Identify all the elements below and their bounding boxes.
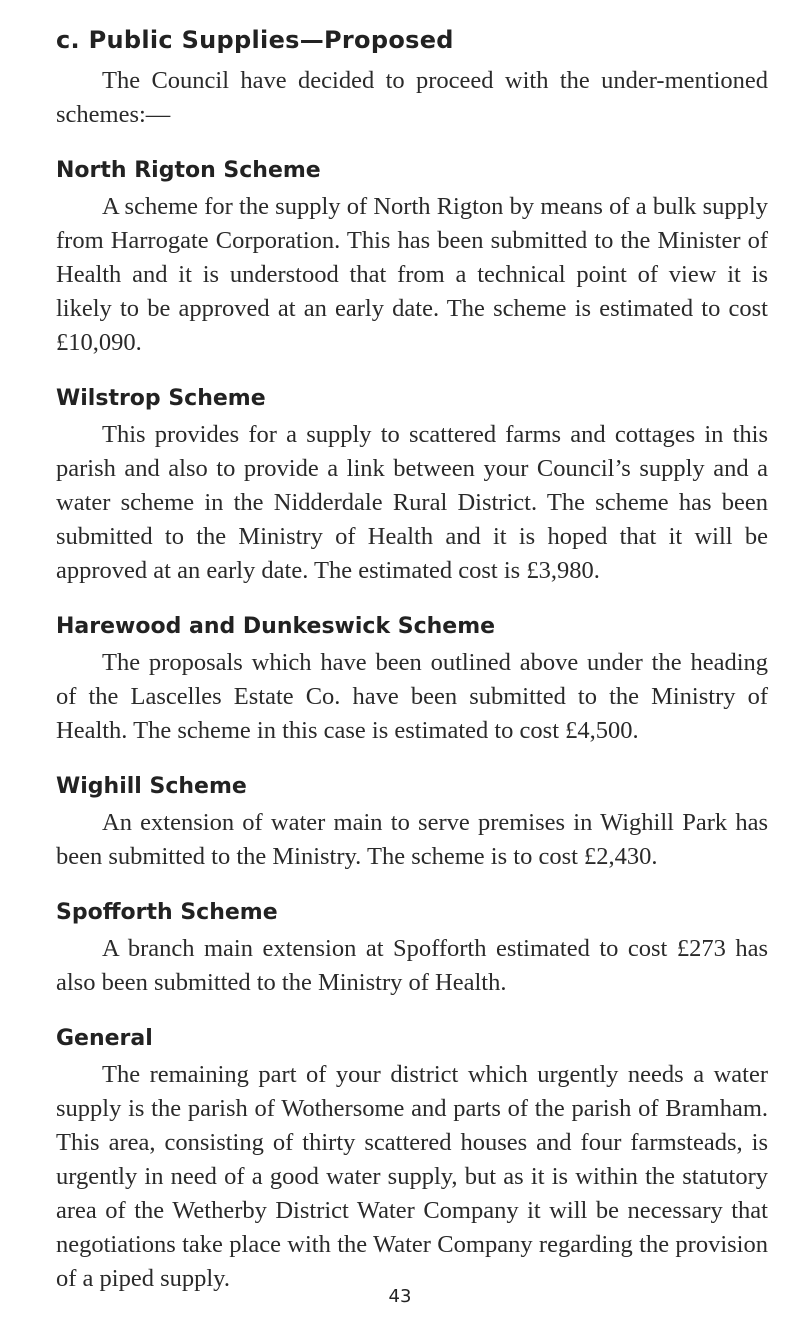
section-wilstrop bbox=[56, 382, 768, 588]
section-text: An extension of water main to serve premises in Wighill Park has been submitted to the Ministry. The scheme is to cost £2,430. bbox=[56, 809, 768, 870]
section-text: The remaining part of your district which urgently needs a water supply is the parish of Wothersome and parts of the parish of Bramham. This area, consisting of thirty scattered houses and four farmsteads, is urgently in need of a good water supply, but as it is within the statutory area of the Wetherby District Water Company it will be necessary that negotiations take place with the Water Company regarding the provision of a piped supply. bbox=[56, 1061, 768, 1292]
section-general bbox=[56, 1022, 768, 1296]
section-title: Wilstrop Scheme bbox=[56, 386, 266, 411]
section-north-rigton bbox=[56, 154, 768, 360]
section-title: North Rigton Scheme bbox=[56, 158, 321, 183]
section-title: Harewood and Dunkeswick Scheme bbox=[56, 614, 496, 639]
section-title: Spofforth Scheme bbox=[56, 900, 278, 925]
section-text: The proposals which have been outlined above under the heading of the Lascelles Estate Co. have been submitted to the Ministry of Health. The scheme in this case is estimated to cost £4,500. bbox=[56, 649, 768, 744]
document-page bbox=[56, 22, 768, 1296]
section-harewood-dunkeswick bbox=[56, 610, 768, 748]
page-number: 43 bbox=[388, 1286, 412, 1307]
section-title: General bbox=[56, 1026, 153, 1051]
page-heading: c. Public Supplies—Proposed bbox=[56, 26, 454, 54]
section-text: A branch main extension at Spofforth estimated to cost £273 has also been submitted to the Ministry of Health. bbox=[56, 935, 768, 996]
section-wighill bbox=[56, 770, 768, 874]
section-title: Wighill Scheme bbox=[56, 774, 247, 799]
section-spofforth bbox=[56, 896, 768, 1000]
intro-paragraph: The Council have decided to proceed with the under-mentioned schemes:— bbox=[56, 67, 768, 128]
section-text: A scheme for the supply of North Rigton by means of a bulk supply from Harrogate Corporation. This has been submitted to the Minister of Health and it is understood that from a technical point of view it is likely to be approved at an early date. The scheme is estimated to cost £10,090. bbox=[56, 193, 768, 356]
section-text: This provides for a supply to scattered farms and cottages in this parish and also to provide a link between your Council’s supply and a water scheme in the Nidderdale Rural District. The scheme has been submitted to the Ministry of Health and it is hoped that it will be approved at an early date. The estimated cost is £3,980. bbox=[56, 421, 768, 584]
